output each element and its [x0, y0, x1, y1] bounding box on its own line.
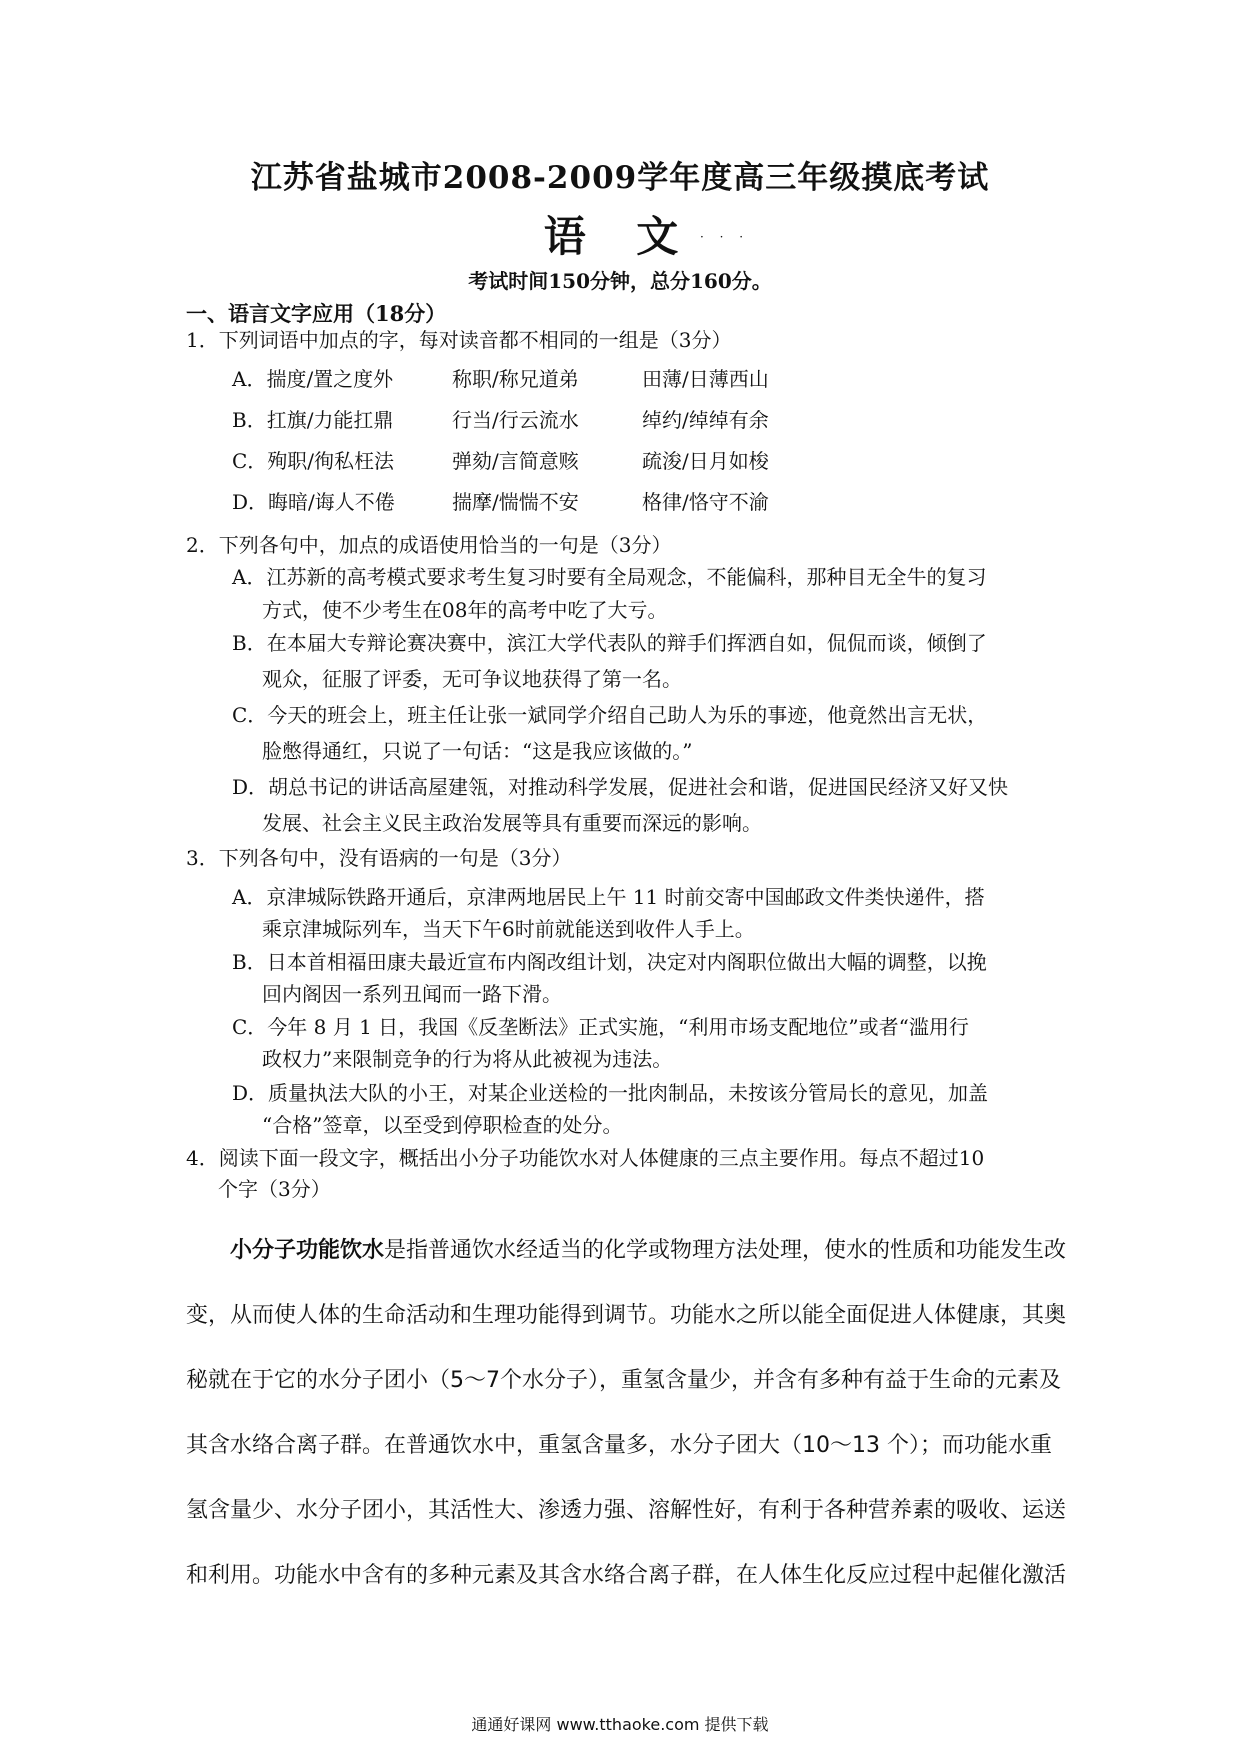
- q3-option-a-line1: A．京津城际铁路开通后，京津两地居民上午 11 时前交寄中国邮政文件类快递件，搭: [232, 885, 985, 909]
- q3-option-d-line1: D．质量执法大队的小王，对某企业送检的一批肉制品，未按该分管局长的意见，加盖: [232, 1081, 989, 1105]
- q1-option-d-1: D．晦暗/诲人不倦: [232, 490, 395, 514]
- q1-option-d-3: 格律/恪守不渝: [642, 490, 769, 514]
- q2-option-d-line1: D．胡总书记的讲话高屋建瓴，对推动科学发展，促进社会和谐，促进国民经济又好又快: [232, 775, 1009, 799]
- q3-option-b-line1: B．日本首相福田康夫最近宣布内阁改组计划，决定对内阁职位做出大幅的调整，以挽: [232, 950, 987, 974]
- q3-option-c-line2: 政权力”来限制竞争的行为将从此被视为违法。: [262, 1047, 673, 1071]
- question-2-stem: 2．下列各句中，加点的成语使用恰当的一句是（3分）: [186, 533, 672, 557]
- exam-info: 考试时间150分钟，总分160分。: [468, 269, 772, 293]
- passage-line-2: 变，从而使人体的生命活动和生理功能得到调节。功能水之所以能全面促进人体健康，其奥: [186, 1303, 1067, 1328]
- passage-line-5: 氢含量少、水分子团小，其活性大、渗透力强、溶解性好，有利于各种营养素的吸收、运送: [186, 1498, 1067, 1523]
- q3-option-b-line2: 回内阁因一系列丑闻而一路下滑。: [262, 982, 562, 1006]
- question-4-stem-line2: 个字（3分）: [218, 1177, 331, 1201]
- q3-option-a-line2: 乘京津城际列车，当天下午6时前就能送到收件人手上。: [262, 917, 755, 941]
- q1-option-a-2: 称职/称兄道弟: [452, 367, 579, 391]
- passage-line-4: 其含水络合离子群。在普通饮水中，重氢含量多，水分子团大（10～13 个）；而功能水重: [186, 1433, 1052, 1458]
- q1-option-b-3: 绰约/绰绰有余: [642, 408, 769, 432]
- download-footer: 通通好课网 www.tthaoke.com 提供下载: [471, 1715, 769, 1734]
- passage-line-1: [230, 1233, 1100, 1264]
- passage-line-3: 秘就在于它的水分子团小（5～7个水分子），重氢含量少，并含有多种有益于生命的元素及: [186, 1368, 1061, 1393]
- exam-title: 江苏省盐城市2008-2009学年度高三年级摸底考试: [250, 160, 990, 196]
- question-3-stem: 3．下列各句中，没有语病的一句是（3分）: [186, 846, 572, 870]
- q1-option-c-2: 弹劾/言简意赅: [452, 449, 579, 473]
- q2-option-b-line1: B．在本届大专辩论赛决赛中，滨江大学代表队的辩手们挥洒自如，侃侃而谈，倾倒了: [232, 631, 987, 655]
- q1-option-b-1: B．扛旗/力能扛鼎: [232, 408, 394, 432]
- q3-option-c-line1: C．今年 8 月 1 日，我国《反垄断法》正式实施，“利用市场支配地位”或者“滥用行: [232, 1015, 969, 1039]
- q2-option-a-line2: 方式，使不少考生在08年的高考中吃了大亏。: [262, 598, 668, 622]
- q1-option-a-1: A．揣度/置之度外: [232, 367, 394, 391]
- subject-dots: · · ·: [700, 230, 750, 244]
- q1-option-b-2: 行当/行云流水: [452, 408, 579, 432]
- q1-option-c-1: C．殉职/徇私枉法: [232, 449, 395, 473]
- q1-option-c-3: 疏浚/日月如梭: [642, 449, 769, 473]
- section-heading: 一、语言文字应用（18分）: [186, 301, 447, 326]
- passage-line-1-text: 是指普通饮水经适当的化学或物理方法处理，使水的性质和功能发生改: [384, 1238, 1067, 1263]
- question-1-stem: 1．下列词语中加点的字，每对读音都不相同的一组是（3分）: [186, 328, 732, 352]
- q2-option-c-line2: 脸憋得通红，只说了一句话：“这是我应该做的。”: [262, 739, 693, 763]
- q2-option-c-line1: C．今天的班会上，班主任让张一斌同学介绍自己助人为乐的事迹，他竟然出言无状，: [232, 703, 988, 727]
- passage-bold-lead: 小分子功能饮水: [230, 1238, 385, 1263]
- q1-option-a-3: 田薄/日薄西山: [642, 367, 769, 391]
- question-4-stem-line1: 4．阅读下面一段文字，概括出小分子功能饮水对人体健康的三点主要作用。每点不超过10: [186, 1146, 985, 1170]
- subject-heading: [0, 204, 1240, 264]
- q1-option-d-2: 揣摩/惴惴不安: [452, 490, 579, 514]
- q2-option-a-line1: A．江苏新的高考模式要求考生复习时要有全局观念，不能偏科，那种目无全牛的复习: [232, 565, 987, 589]
- q2-option-b-line2: 观众，征服了评委，无可争议地获得了第一名。: [262, 667, 682, 691]
- q2-option-d-line2: 发展、社会主义民主政治发展等具有重要而深远的影响。: [262, 811, 762, 835]
- subject-label: 语 文: [543, 212, 697, 261]
- q3-option-d-line2: “合格”签章，以至受到停职检查的处分。: [262, 1113, 623, 1137]
- passage-line-6: 和利用。功能水中含有的多种元素及其含水络合离子群，在人体生化反应过程中起催化激活: [186, 1563, 1067, 1588]
